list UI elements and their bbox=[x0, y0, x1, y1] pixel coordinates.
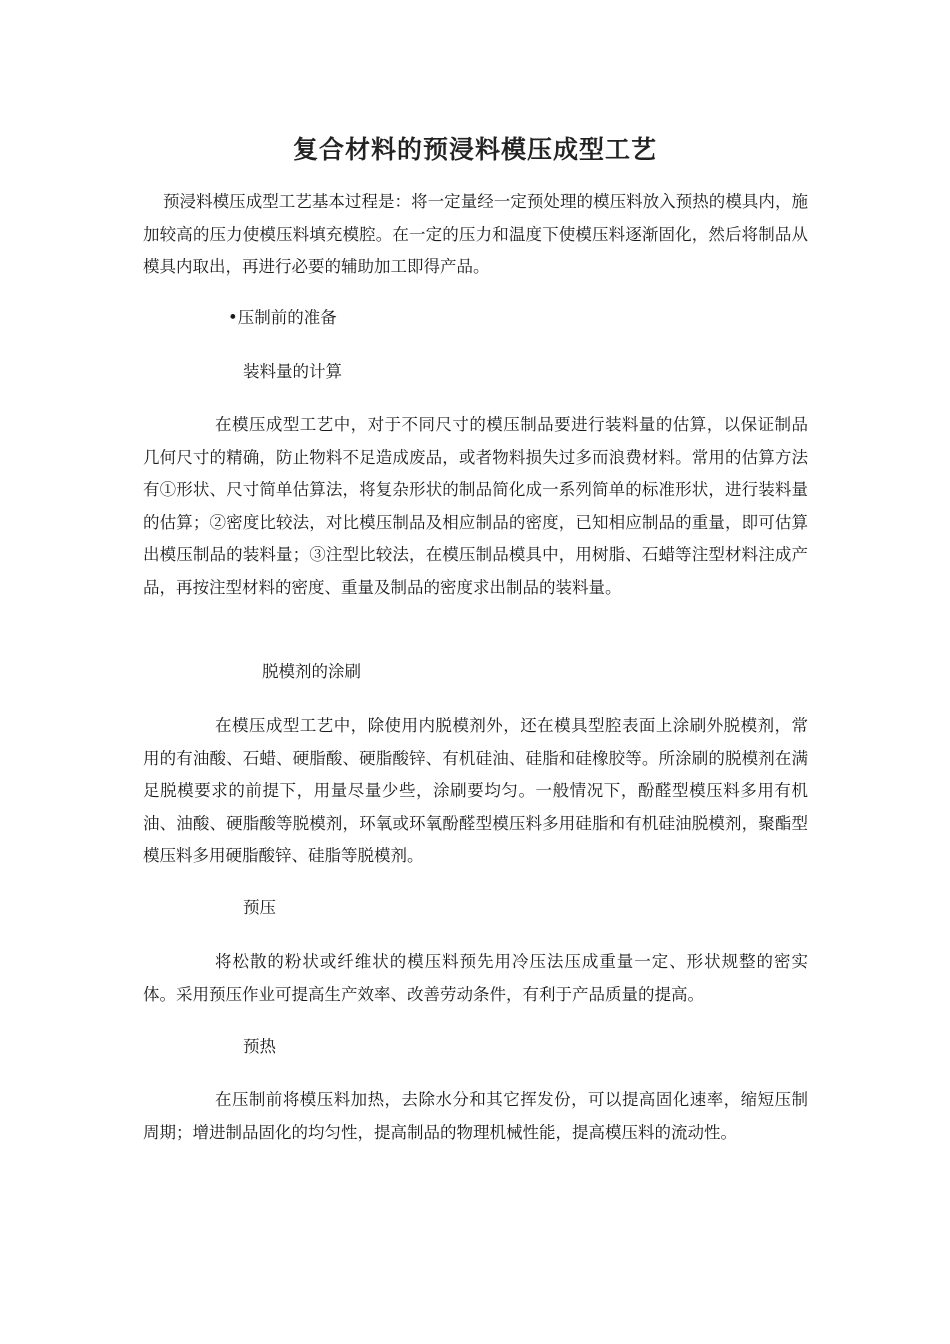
subheading-release-agent: 脱模剂的涂刷 bbox=[262, 662, 361, 681]
subheading-preforming: 预压 bbox=[243, 898, 276, 917]
paragraph-charge-calculation: 在模压成型工艺中，对于不同尺寸的模压制品要进行装料量的估算，以保证制品几何尺寸的精确，防止物料不足造成废品，或者物料损失过多而浪费材料。常用的估算方法有①形状、尺寸简单估算法，将复杂形状的制品简化成一系列简单的标准形状，进行装料量的估算；②密度比较法，对比模压制品及相应制品的密度，已知相应制品的重量，即可估算出模压制品的装料量；③注型比较法，在模压制品模具中，用树脂、石蜡等注型材料注成产品，再按注型材料的密度、重量及制品的密度求出制品的装料量。 bbox=[143, 415, 808, 597]
section-heading-preparation: •压制前的准备 bbox=[228, 308, 337, 327]
paragraph-preheating: 在压制前将模压料加热，去除水分和其它挥发份，可以提高固化速率，缩短压制周期；增进制品固化的均匀性，提高制品的物理机械性能，提高模压料的流动性。 bbox=[143, 1090, 808, 1142]
intro-paragraph: 预浸料模压成型工艺基本过程是：将一定量经一定预处理的模压料放入预热的模具内，施加较高的压力使模压料填充模腔。在一定的压力和温度下使模压料逐渐固化，然后将制品从模具内取出，再进行必要的辅助加工即得产品。 bbox=[143, 192, 808, 276]
document-title: 复合材料的预浸料模压成型工艺 bbox=[292, 134, 657, 164]
subheading-preheating: 预热 bbox=[243, 1037, 276, 1056]
paragraph-release-agent: 在模压成型工艺中，除使用内脱模剂外，还在模具型腔表面上涂刷外脱模剂，常用的有油酸、石蜡、硬脂酸、硬脂酸锌、有机硅油、硅脂和硅橡胶等。所涂刷的脱模剂在满足脱模要求的前提下，用量尽量少些，涂刷要均匀。一般情况下，酚醛型模压料多用有机油、油酸、硬脂酸等脱模剂，环氧或环氧酚醛型模压料多用硅脂和有机硅油脱模剂，聚酯型模压料多用硬脂酸锌、硅脂等脱模剂。 bbox=[143, 716, 808, 865]
paragraph-preforming: 将松散的粉状或纤维状的模压料预先用冷压法压成重量一定、形状规整的密实体。采用预压作业可提高生产效率、改善劳动条件，有利于产品质量的提高。 bbox=[143, 952, 808, 1004]
subheading-charge-calculation: 装料量的计算 bbox=[243, 362, 342, 381]
